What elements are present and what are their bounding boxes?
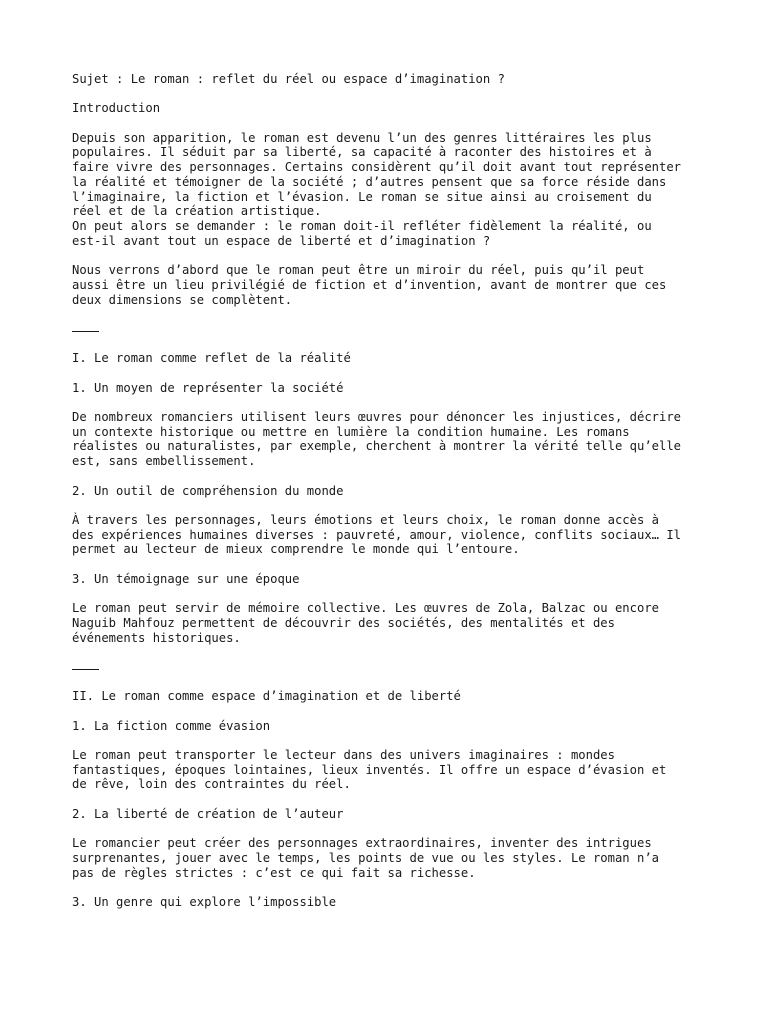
intro-line: Depuis son apparition, le roman est devenu l’un des genres littéraires les plus: [72, 130, 652, 145]
document-page: [72, 72, 712, 910]
body-line: surprenantes, jouer avec le temps, les points de vue ou les styles. Le roman n’a: [72, 850, 659, 865]
body-line: est, sans embellissement.: [72, 454, 256, 469]
problem-line: On peut alors se demander : le roman doit-il refléter fidèlement la réalité, ou: [72, 219, 652, 233]
intro-line: l’imaginaire, la fiction et l’évasion. Le roman se situe ainsi au croisement du: [72, 189, 652, 204]
section-divider: [72, 322, 712, 337]
part2-sub1-title: 1. La fiction comme évasion: [72, 718, 271, 733]
body-line: permet au lecteur de mieux comprendre le monde qui l’entoure.: [72, 542, 520, 557]
part1-sub2-title: 2. Un outil de compréhension du monde: [72, 483, 344, 498]
intro-line: populaires. Il séduit par sa liberté, sa capacité à raconter des histoires et à: [72, 145, 652, 160]
plan-line: deux dimensions se complètent.: [72, 292, 293, 307]
introduction-heading: Introduction: [72, 101, 161, 116]
part2-heading: II. Le roman comme espace d’imagination et de liberté: [72, 689, 461, 704]
plan-line: Nous verrons d’abord que le roman peut être un miroir du réel, puis qu’il peut: [72, 263, 645, 278]
body-line: pas de règles strictes : c’est ce qui fait sa richesse.: [72, 865, 476, 880]
part1-sub3-title: 3. Un témoignage sur une époque: [72, 571, 300, 586]
body-line: Le romancier peut créer des personnages extraordinaires, inventer des intrigues: [72, 836, 652, 851]
body-line: Le roman peut transporter le lecteur dans des univers imaginaires : mondes: [72, 748, 615, 763]
intro-line: la réalité et témoigner de la société ; d’autres pensent que sa force réside dans: [72, 174, 667, 189]
body-line: Le roman peut servir de mémoire collective. Les œuvres de Zola, Balzac ou encore: [72, 601, 659, 616]
part2-sub3-title: 3. Un genre qui explore l’impossible: [72, 895, 337, 910]
plan-line: aussi être un lieu privilégié de fiction et d’invention, avant de montrer que ces: [72, 277, 667, 292]
body-line: événements historiques.: [72, 630, 241, 645]
body-line: réalistes ou naturalistes, par exemple, cherchent à montrer la vérité telle qu’elle: [72, 439, 682, 454]
part2-sub2-title: 2. La liberté de création de l’auteur: [72, 806, 344, 821]
section-divider: [72, 660, 712, 675]
body-line: fantastiques, époques lointaines, lieux inventés. Il offre un espace d’évasion et: [72, 762, 667, 777]
problem-line: est-il avant tout un espace de liberté et d’imagination ?: [72, 233, 491, 248]
body-line: un contexte historique ou mettre en lumière la condition humaine. Les romans: [72, 424, 630, 439]
subject-line: Sujet : Le roman : reflet du réel ou espace d’imagination ?: [72, 72, 505, 86]
intro-line: faire vivre des personnages. Certains considèrent qu’il doit avant tout représenter: [72, 160, 682, 175]
body-line: Naguib Mahfouz permettent de découvrir des sociétés, des mentalités et des: [72, 615, 615, 630]
part1-heading: I. Le roman comme reflet de la réalité: [72, 351, 351, 366]
body-line: De nombreux romanciers utilisent leurs œuvres pour dénoncer les injustices, décrire: [72, 410, 682, 425]
body-line: de rêve, loin des contraintes du réel.: [72, 777, 351, 792]
body-line: À travers les personnages, leurs émotions et leurs choix, le roman donne accès à: [72, 512, 659, 527]
intro-line: réel et de la création artistique.: [72, 204, 322, 219]
part1-sub1-title: 1. Un moyen de représenter la société: [72, 380, 344, 395]
body-line: des expériences humaines diverses : pauvreté, amour, violence, conflits sociaux… Il: [72, 527, 682, 542]
